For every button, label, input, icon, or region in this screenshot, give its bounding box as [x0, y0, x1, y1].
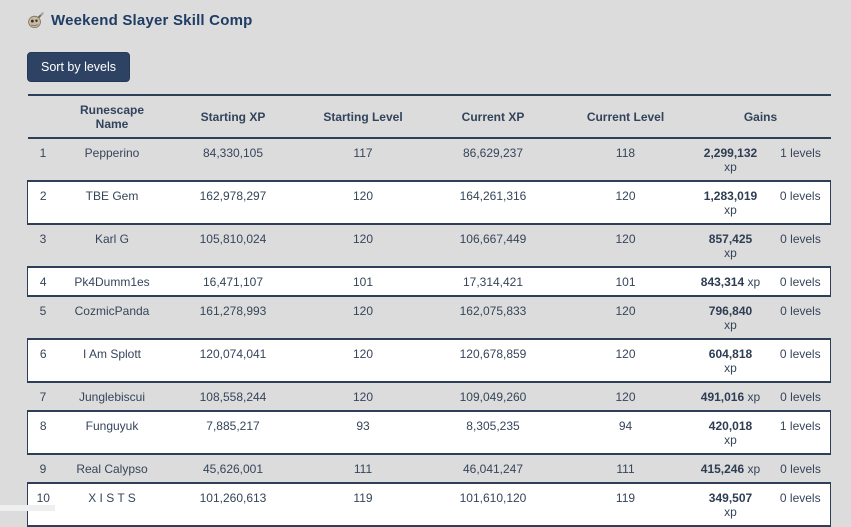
current-xp-cell: 162,075,833	[426, 296, 561, 339]
page-header	[27, 12, 830, 29]
player-name-cell: Pk4Dumm1es	[59, 267, 166, 296]
gains-xp-unit: xp	[747, 462, 761, 476]
player-name-cell: Funguyuk	[59, 411, 166, 454]
gains-levels-cell: 0 levels	[771, 296, 831, 339]
current-level-cell: 120	[561, 296, 691, 339]
gains-xp-value: 604,818	[708, 347, 753, 361]
player-name-cell: Junglebiscui	[59, 382, 166, 411]
gains-levels-cell: 0 levels	[771, 267, 831, 296]
gains-xp-cell	[691, 296, 771, 339]
gains-xp-cell	[691, 454, 771, 483]
starting-level-cell: 93	[301, 411, 426, 454]
gains-levels-cell: 0 levels	[771, 483, 831, 526]
table-row	[28, 224, 831, 267]
starting-xp-cell: 45,626,001	[166, 454, 301, 483]
starting-xp-cell: 101,260,613	[166, 483, 301, 526]
starting-level-cell: 117	[301, 138, 426, 181]
column-header: Gains	[691, 95, 831, 138]
current-level-cell: 120	[561, 382, 691, 411]
starting-xp-cell: 16,471,107	[166, 267, 301, 296]
gains-xp-value: 349,507	[708, 491, 753, 505]
rank-cell: 7	[28, 382, 59, 411]
gains-xp-cell	[691, 483, 771, 526]
starting-level-cell: 120	[301, 339, 426, 382]
rank-cell: 9	[28, 454, 59, 483]
starting-xp-cell: 120,074,041	[166, 339, 301, 382]
gains-xp-value: 857,425	[708, 232, 753, 246]
gains-xp-cell	[691, 411, 771, 454]
column-header: Runescape Name	[59, 95, 166, 138]
player-name-cell: TBE Gem	[59, 181, 166, 224]
table-row	[28, 411, 831, 454]
table-row	[28, 138, 831, 181]
partial-element-below	[0, 505, 55, 511]
gains-xp-value: 420,018	[708, 419, 753, 433]
rank-cell: 6	[28, 339, 59, 382]
current-level-cell: 120	[561, 181, 691, 224]
starting-level-cell: 101	[301, 267, 426, 296]
gains-xp-cell	[691, 267, 771, 296]
gains-levels-cell: 1 levels	[771, 138, 831, 181]
rank-cell: 3	[28, 224, 59, 267]
gains-xp-value: 415,246	[700, 462, 745, 476]
slayer-skill-icon	[27, 12, 44, 29]
player-name-cell: Pepperino	[59, 138, 166, 181]
current-level-cell: 101	[561, 267, 691, 296]
gains-xp-value: 2,299,132	[703, 146, 758, 160]
current-level-cell: 119	[561, 483, 691, 526]
starting-level-cell: 120	[301, 181, 426, 224]
gains-xp-value: 796,840	[708, 304, 753, 318]
starting-xp-cell: 7,885,217	[166, 411, 301, 454]
gains-xp-unit: xp	[747, 390, 761, 404]
column-header	[28, 95, 59, 138]
table-header	[28, 95, 831, 138]
gains-xp-value: 491,016	[700, 390, 745, 404]
table-row	[28, 296, 831, 339]
starting-xp-cell: 108,558,244	[166, 382, 301, 411]
gains-xp-unit: xp	[724, 246, 737, 260]
column-header: Current Level	[561, 95, 691, 138]
current-xp-cell: 109,049,260	[426, 382, 561, 411]
gains-xp-cell	[691, 339, 771, 382]
gains-xp-cell	[691, 382, 771, 411]
gains-levels-cell: 0 levels	[771, 339, 831, 382]
player-name-cell: Real Calypso	[59, 454, 166, 483]
rank-cell: 2	[28, 181, 59, 224]
sort-by-levels-button[interactable]: Sort by levels	[27, 52, 130, 82]
gains-xp-value: 843,314	[700, 275, 745, 289]
current-xp-cell: 101,610,120	[426, 483, 561, 526]
gains-xp-value: 1,283,019	[703, 189, 758, 203]
gains-levels-cell: 0 levels	[771, 454, 831, 483]
current-xp-cell: 86,629,237	[426, 138, 561, 181]
column-header: Starting Level	[301, 95, 426, 138]
starting-xp-cell: 105,810,024	[166, 224, 301, 267]
starting-xp-cell: 161,278,993	[166, 296, 301, 339]
gains-levels-cell: 0 levels	[771, 181, 831, 224]
current-xp-cell: 8,305,235	[426, 411, 561, 454]
current-xp-cell: 106,667,449	[426, 224, 561, 267]
rank-cell: 8	[28, 411, 59, 454]
starting-xp-cell: 84,330,105	[166, 138, 301, 181]
player-name-cell: Karl G	[59, 224, 166, 267]
current-xp-cell: 164,261,316	[426, 181, 561, 224]
table-row	[28, 382, 831, 411]
gains-xp-unit: xp	[724, 361, 737, 375]
table-row	[28, 483, 831, 526]
current-xp-cell: 120,678,859	[426, 339, 561, 382]
gains-xp-unit: xp	[747, 275, 761, 289]
gains-xp-cell	[691, 181, 771, 224]
table-row	[28, 454, 831, 483]
column-header: Current XP	[426, 95, 561, 138]
gains-xp-unit: xp	[724, 160, 737, 174]
current-level-cell: 118	[561, 138, 691, 181]
rank-cell: 4	[28, 267, 59, 296]
current-level-cell: 94	[561, 411, 691, 454]
gains-xp-unit: xp	[724, 505, 737, 519]
player-name-cell: CozmicPanda	[59, 296, 166, 339]
leaderboard-table	[27, 94, 831, 527]
gains-xp-cell	[691, 138, 771, 181]
table-row	[28, 181, 831, 224]
gains-xp-unit: xp	[724, 203, 737, 217]
current-level-cell: 111	[561, 454, 691, 483]
gains-levels-cell: 1 levels	[771, 411, 831, 454]
player-name-cell: I Am Splott	[59, 339, 166, 382]
rank-cell: 1	[28, 138, 59, 181]
gains-levels-cell: 0 levels	[771, 382, 831, 411]
starting-level-cell: 120	[301, 296, 426, 339]
current-xp-cell: 17,314,421	[426, 267, 561, 296]
table-row	[28, 339, 831, 382]
current-level-cell: 120	[561, 224, 691, 267]
starting-level-cell: 119	[301, 483, 426, 526]
starting-level-cell: 120	[301, 224, 426, 267]
starting-level-cell: 111	[301, 454, 426, 483]
starting-level-cell: 120	[301, 382, 426, 411]
gains-levels-cell: 0 levels	[771, 224, 831, 267]
column-header: Starting XP	[166, 95, 301, 138]
gains-xp-unit: xp	[724, 318, 737, 332]
current-level-cell: 120	[561, 339, 691, 382]
page-title: Weekend Slayer Skill Comp	[51, 12, 253, 29]
table-row	[28, 267, 831, 296]
starting-xp-cell: 162,978,297	[166, 181, 301, 224]
player-name-cell: X I S T S	[59, 483, 166, 526]
rank-cell: 10	[28, 483, 59, 526]
current-xp-cell: 46,041,247	[426, 454, 561, 483]
gains-xp-unit: xp	[724, 433, 737, 447]
rank-cell: 5	[28, 296, 59, 339]
gains-xp-cell	[691, 224, 771, 267]
